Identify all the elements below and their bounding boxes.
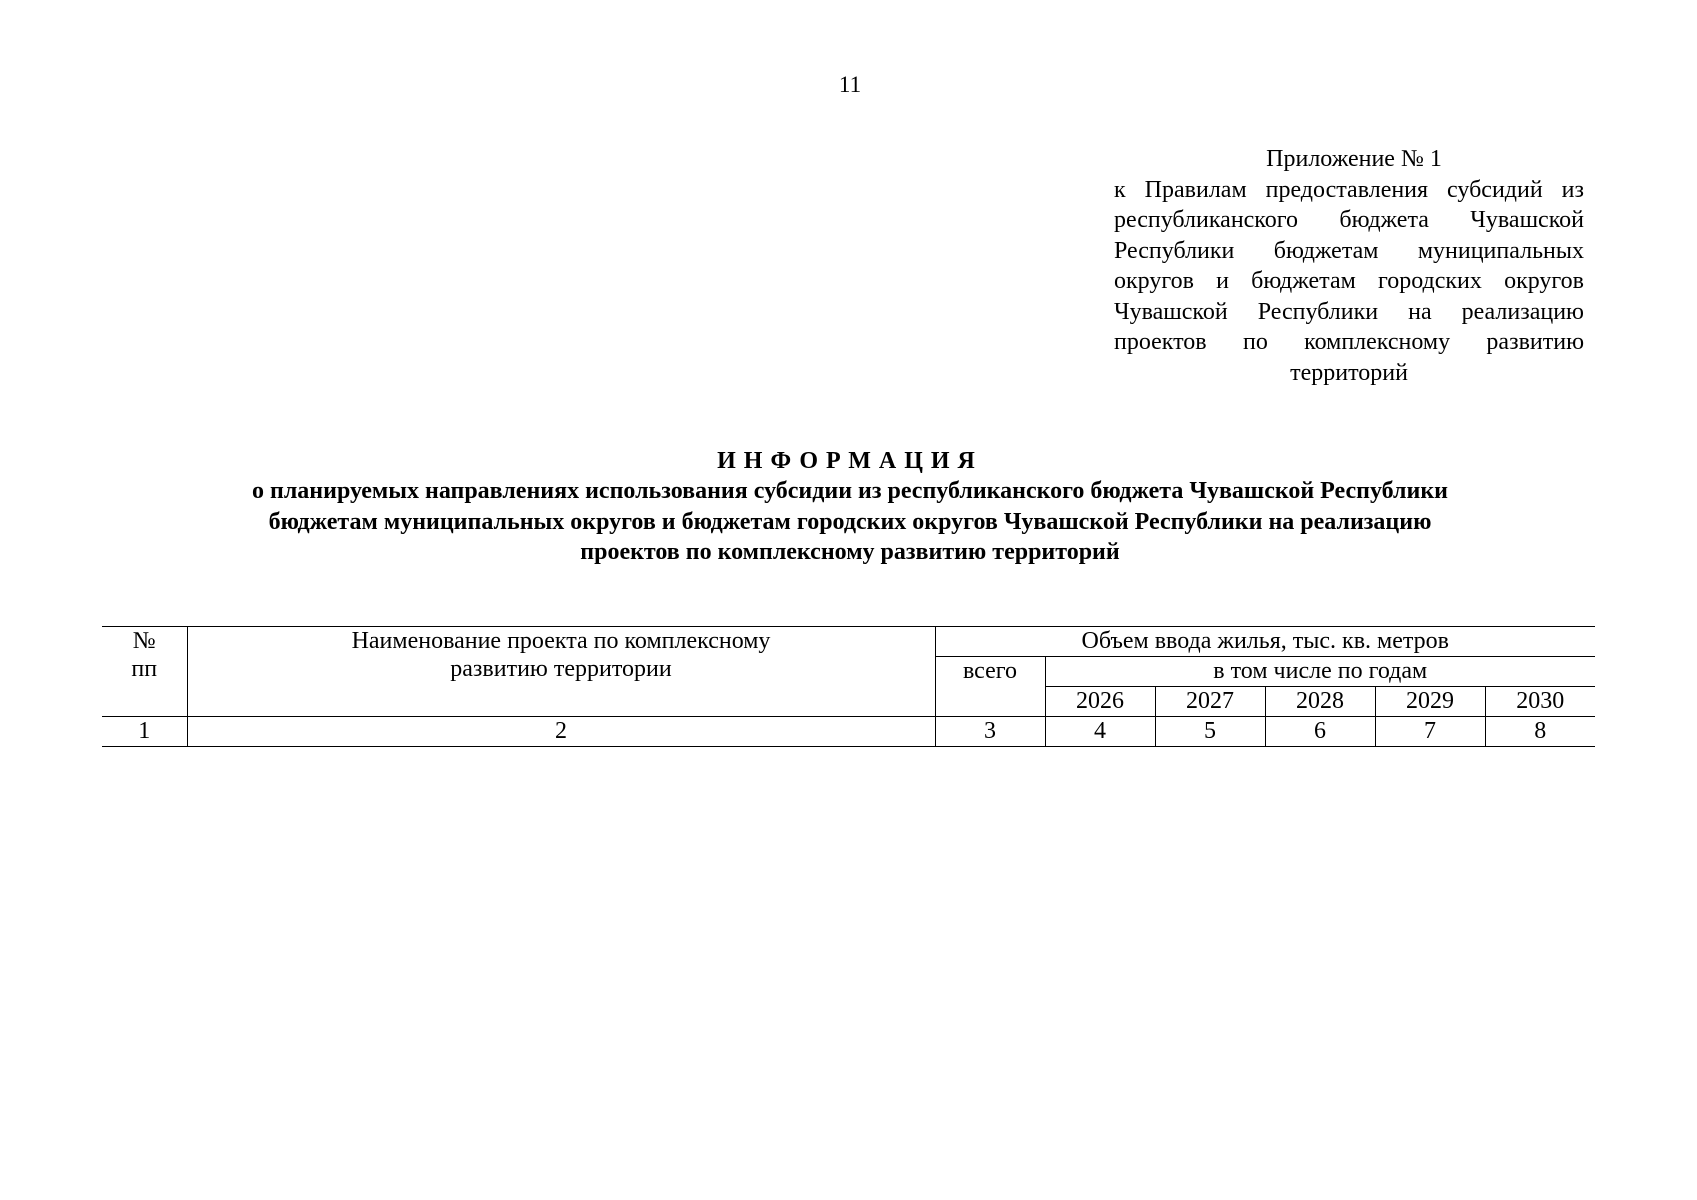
column-number-cell: 3: [935, 717, 1045, 747]
header-year-cell: 2029: [1375, 687, 1485, 717]
column-number-cell: 1: [102, 717, 187, 747]
appendix-title: Приложение № 1: [1266, 146, 1442, 172]
header-by-years-cell: в том числе по годам: [1045, 657, 1595, 687]
appendix-line: к Правилам предоставления субсидий из: [1114, 176, 1584, 203]
document-subtitle: [0, 476, 1697, 568]
subtitle-line: о планируемых направлениях использования субсидии из республиканского бюджета Чувашской Республики: [252, 478, 1448, 504]
column-number-cell: 6: [1265, 717, 1375, 747]
subtitle-line: проектов по комплексному развитию территорий: [580, 539, 1120, 565]
header-number-line1: №: [132, 628, 156, 654]
header-year-cell: 2027: [1155, 687, 1265, 717]
info-table: [102, 626, 1595, 747]
header-number-line2: пп: [131, 656, 158, 682]
page-number: 11: [838, 72, 862, 97]
table-header-row: [102, 627, 1595, 657]
header-name-cell: [187, 627, 935, 717]
appendix-line: Республики бюджетам муниципальных: [1114, 237, 1584, 264]
column-number-cell: 4: [1045, 717, 1155, 747]
subtitle-line: бюджетам муниципальных округов и бюджетам городских округов Чувашской Республики на реализацию: [268, 508, 1432, 535]
appendix-line: республиканского бюджета Чувашской: [1114, 207, 1584, 233]
appendix-block: [1114, 144, 1584, 388]
header-year-cell: 2028: [1265, 687, 1375, 717]
column-number-cell: 2: [187, 717, 935, 747]
header-total-cell: всего: [935, 657, 1045, 717]
column-number-cell: 7: [1375, 717, 1485, 747]
column-number-cell: 5: [1155, 717, 1265, 747]
column-number-cell: 8: [1485, 717, 1595, 747]
header-name-line2: развитию территории: [450, 656, 672, 682]
appendix-line: территорий: [1290, 359, 1408, 386]
appendix-line: Чувашской Республики на реализацию: [1114, 298, 1584, 325]
header-year-cell: 2030: [1485, 687, 1595, 717]
header-number-cell: [102, 627, 187, 717]
table-row: [102, 717, 1595, 747]
appendix-line: округов и бюджетам городских округов: [1114, 268, 1584, 294]
header-volume-cell: Объем ввода жилья, тыс. кв. метров: [935, 627, 1595, 657]
document-title: ИНФОРМАЦИЯ: [717, 448, 983, 474]
header-name-line1: Наименование проекта по комплексному: [351, 628, 771, 654]
header-year-cell: 2026: [1045, 687, 1155, 717]
appendix-line: проектов по комплексному развитию: [1114, 329, 1584, 355]
